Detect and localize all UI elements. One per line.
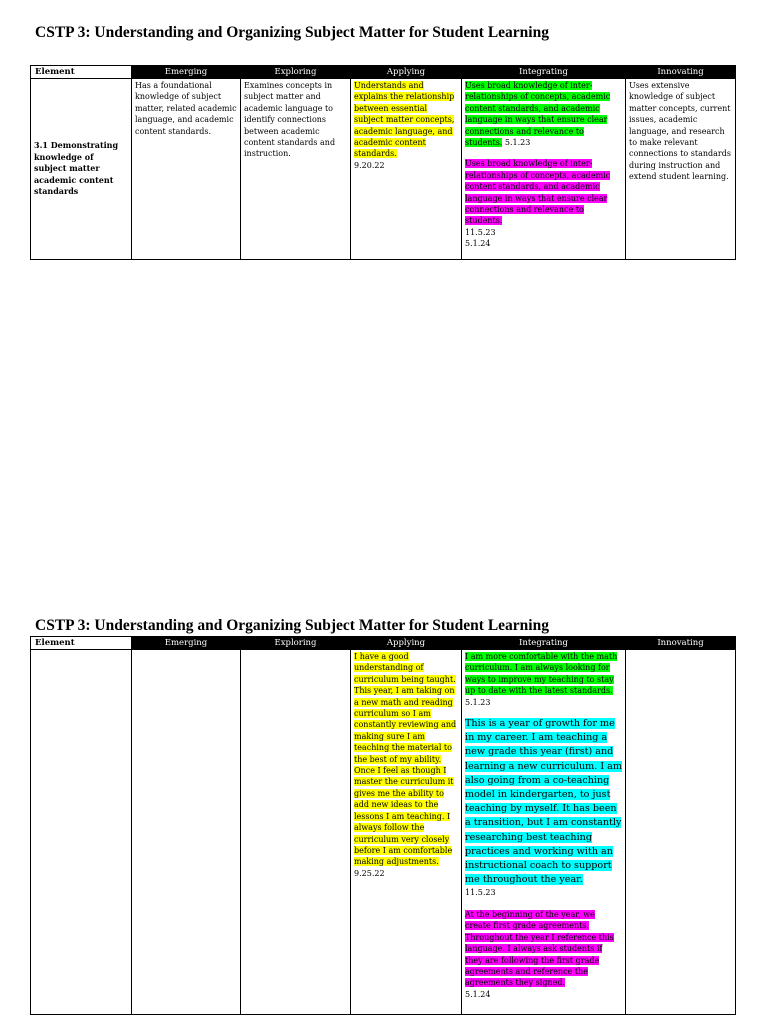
integrating-text-1: I am more comfortable with the math curriculum. I am always looking for ways to improve my teaching to stay up to date with the latest standards. [465,652,618,696]
element-cell [31,650,132,1015]
integrating-date-1: 5.1.23 [465,697,491,707]
header-row [31,637,736,650]
integrating-cell [462,79,626,260]
exploring-cell [241,650,351,1015]
header-integrating: Integrating [462,637,626,650]
integrating-text-2: This is a year of growth for me in my career. I am teaching a new grade this year (first) and learning a new curriculum. I am also going from a co-teaching model in kindergarten, to just teaching by myself. It has been a transition, but I am constantly researching best teaching practices and working with an instructional coach to support me throughout the year. [465,718,622,886]
applying-date: 9.25.22 [354,868,385,878]
table-row [31,79,736,260]
header-innovating: Innovating [626,66,736,79]
applying-text: I have a good understanding of curriculum being taught. This year, I am taking on a new math and reading curriculum so I am constantly reviewing and making sure I am teaching the material to the best of my ability. Once I feel as though I master the curriculum it gives me the ability to add new ideas to the lessons I am teaching. I always follow the curriculum very closely before I am comfortable making adjustments. [354,652,457,867]
cstp-table-1 [30,65,736,260]
header-applying: Applying [351,66,462,79]
integrating-text-2: Uses broad knowledge of inter-relationships of concepts, academic content standards, and academic language in ways that ensure clear connections and relevance to students. [465,159,611,226]
page-title: CSTP 3: Understanding and Organizing Subject Matter for Student Learning [35,24,549,41]
header-emerging: Emerging [132,637,241,650]
header-row [31,66,736,79]
applying-cell [351,79,462,260]
header-element: Element [31,66,132,79]
integrating-date-2: 11.5.23 [465,888,496,898]
integrating-text-3: At the beginning of the year, we create first grade agreements. Throughout the year I reference this language. I always ask students if they are following the first grade agreements and reference the agreements they signed. [465,909,614,988]
header-exploring: Exploring [241,66,351,79]
page-title-2: CSTP 3: Understanding and Organizing Subject Matter for Student Learning [35,617,549,634]
applying-cell [351,650,462,1015]
integrating-date-1: 5.1.23 [504,138,531,148]
integrating-text-1: Uses broad knowledge of inter-relationships of concepts, academic content standards, and academic language in ways that ensure clear connections and relevance to students. [465,81,611,148]
header-element: Element [31,637,132,650]
header-emerging: Emerging [132,66,241,79]
table-row [31,650,736,1015]
header-exploring: Exploring [241,637,351,650]
applying-text: Understands and explains the relationship between essential subject matter concepts, academic language, and academic content standards. [354,81,455,159]
emerging-cell [132,650,241,1015]
exploring-cell: Examines concepts in subject matter and academic language to identify connections between academic content standards and instruction. [241,79,351,260]
innovating-cell: Uses extensive knowledge of subject matter concepts, current issues, academic language, and research to make relevant connections to standards during instruction and extend student learning. [626,79,736,260]
element-cell: 3.1 Demonstrating knowledge of subject matter academic content standards [31,79,132,260]
cstp-table-2 [30,636,736,1015]
header-innovating: Innovating [626,637,736,650]
applying-date: 9.20.22 [354,160,385,170]
integrating-date-3: 5.1.24 [465,989,491,999]
integrating-cell [462,650,626,1015]
integrating-date-2b: 5.1.24 [465,239,491,249]
emerging-cell: Has a foundational knowledge of subject matter, related academic language, and academic content standards. [132,79,241,260]
header-applying: Applying [351,637,462,650]
innovating-cell [626,650,736,1015]
header-integrating: Integrating [462,66,626,79]
integrating-date-2a: 11.5.23 [465,227,496,237]
